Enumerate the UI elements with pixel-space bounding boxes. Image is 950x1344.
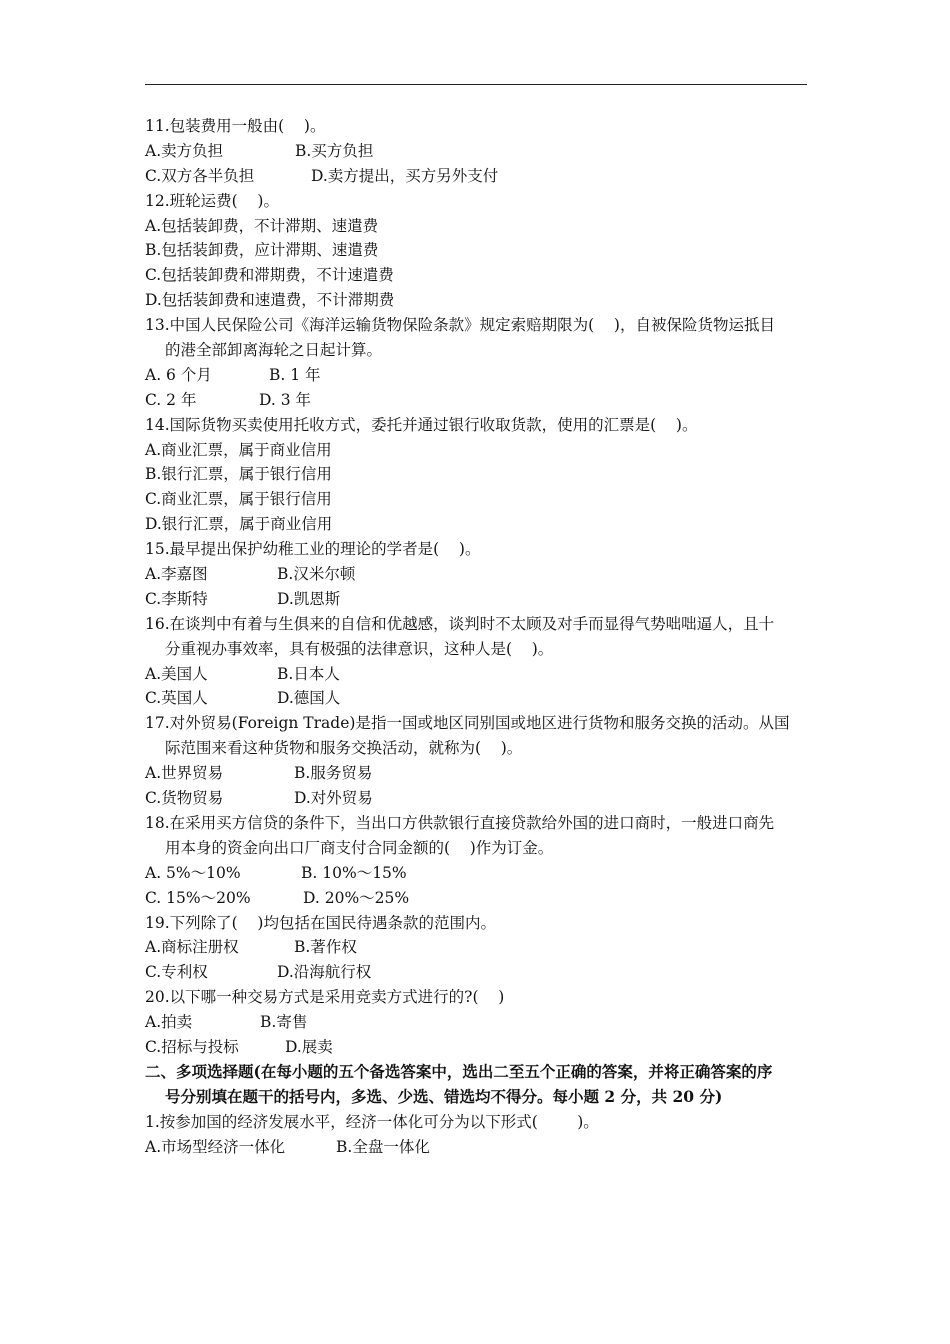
q17-option-d: D.对外贸易 <box>294 789 373 808</box>
m1-options-row-1 <box>145 1135 807 1160</box>
q16-options-row-2 <box>145 686 807 711</box>
m1-option-a: A.市场型经济一体化 <box>145 1137 286 1156</box>
q20-options-row-1 <box>145 1010 807 1035</box>
q16-option-c: C.英国人 <box>145 689 208 708</box>
q11-option-b: B.买方负担 <box>295 141 374 160</box>
q17-option-b: B.服务贸易 <box>294 764 373 783</box>
q18-option-a: A. 5%～10% <box>145 863 241 882</box>
q14-option-a: A.商业汇票，属于商业信用 <box>145 440 332 459</box>
q18-options-row-2 <box>145 886 807 911</box>
q16-options-row-1 <box>145 662 807 687</box>
q18-option-b: B. 10%～15% <box>301 863 407 882</box>
q19-option-b: B.著作权 <box>294 938 357 957</box>
q19-option-a: A.商标注册权 <box>145 938 239 957</box>
q16-stem-line-1: 16.在谈判中有着与生俱来的自信和优越感，谈判时不太顾及对手而显得气势咄咄逼人，且十 <box>145 614 775 633</box>
q15-options-row-1 <box>145 562 807 587</box>
section2-heading-line-2: 号分别填在题干的括号内，多选、少选、错选均不得分。每小题 2 分，共 20 分) <box>165 1086 723 1106</box>
q17-stem-line-1: 17.对外贸易(Foreign Trade)是指一国或地区同别国或地区进行货物和服务交换的活动。从国 <box>145 714 790 733</box>
question-list <box>145 114 807 1159</box>
q20-stem: 20.以下哪一种交易方式是采用竞卖方式进行的?( ) <box>145 988 505 1007</box>
q19-stem: 19.下列除了( )均包括在国民待遇条款的范围内。 <box>145 913 496 932</box>
q12-option-d: D.包括装卸费和速遣费，不计滞期费 <box>145 291 395 310</box>
m1-stem: 1.按参加国的经济发展水平，经济一体化可分为以下形式( )。 <box>145 1112 599 1131</box>
q13-option-d: D. 3 年 <box>259 390 312 409</box>
q11-stem: 11.包装费用一般由( )。 <box>145 117 326 135</box>
q15-options-row-2 <box>145 587 807 612</box>
q18-option-c: C. 15%～20% <box>145 888 251 907</box>
q20-option-b: B.寄售 <box>260 1013 308 1032</box>
q11-option-d: D.卖方提出，买方另外支付 <box>311 166 499 185</box>
q11-options-row-2 <box>145 164 807 189</box>
q19-options-row-1 <box>145 935 807 960</box>
m1-option-b: B.全盘一体化 <box>336 1137 430 1156</box>
q12-option-c: C.包括装卸费和滞期费，不计速遣费 <box>145 266 394 285</box>
q18-options-row-1 <box>145 861 807 886</box>
q14-option-b: B.银行汇票，属于银行信用 <box>145 465 332 484</box>
q15-option-a: A.李嘉图 <box>145 565 208 584</box>
q13-options-row-1 <box>145 363 807 388</box>
q17-options-row-1 <box>145 761 807 786</box>
q17-options-row-2 <box>145 786 807 811</box>
q13-options-row-2 <box>145 388 807 413</box>
q17-option-c: C.货物贸易 <box>145 789 224 808</box>
header-rule <box>145 84 807 85</box>
q15-option-d: D.凯恩斯 <box>277 589 341 608</box>
q13-option-c: C. 2 年 <box>145 390 197 409</box>
q20-options-row-2 <box>145 1035 807 1060</box>
q18-stem-line-2: 用本身的资金向出口厂商支付合同金额的( )作为订金。 <box>165 838 554 857</box>
q12-option-b: B.包括装卸费，应计滞期、速遣费 <box>145 241 379 260</box>
q16-stem-line-2: 分重视办事效率，具有极强的法律意识，这种人是( )。 <box>165 639 554 658</box>
q12-stem: 12.班轮运费( )。 <box>145 191 279 210</box>
q14-option-d: D.银行汇票，属于商业信用 <box>145 515 333 534</box>
q17-option-a: A.世界贸易 <box>145 764 224 783</box>
q11-options-row-1 <box>145 139 807 164</box>
q13-option-b: B. 1 年 <box>269 365 321 384</box>
q19-option-d: D.沿海航行权 <box>277 963 372 982</box>
q17-stem-line-2: 际范围来看这种货物和服务交换活动，就称为( )。 <box>165 739 523 758</box>
q15-option-c: C.李斯特 <box>145 589 208 608</box>
q14-stem: 14.国际货物买卖使用托收方式，委托并通过银行收取货款，使用的汇票是( )。 <box>145 415 698 434</box>
q19-option-c: C.专利权 <box>145 963 208 982</box>
q19-options-row-2 <box>145 960 807 985</box>
q13-option-a: A. 6 个月 <box>145 365 212 384</box>
q16-option-a: A.美国人 <box>145 664 208 683</box>
section2-heading-line-1: 二、多项选择题(在每小题的五个备选答案中，选出二至五个正确的答案，并将正确答案的序 <box>145 1061 773 1081</box>
q11-option-c: C.双方各半负担 <box>145 166 255 185</box>
q20-option-a: A.拍卖 <box>145 1013 193 1032</box>
q16-option-d: D.德国人 <box>277 689 341 708</box>
q20-option-c: C.招标与投标 <box>145 1037 239 1056</box>
q11-option-a: A.卖方负担 <box>145 141 224 160</box>
q13-stem-line-2: 的港全部卸离海轮之日起计算。 <box>165 341 383 360</box>
q18-stem-line-1: 18.在采用买方信贷的条件下，当出口方供款银行直接贷款给外国的进口商时，一般进口商先 <box>145 813 775 832</box>
q12-option-a: A.包括装卸费，不计滞期、速遣费 <box>145 216 379 235</box>
q15-option-b: B.汉米尔顿 <box>277 565 356 584</box>
q13-stem-line-1: 13.中国人民保险公司《海洋运输货物保险条款》规定索赔期限为( )，自被保险货物运抵目 <box>145 316 775 335</box>
q20-option-d: D.展卖 <box>285 1037 333 1056</box>
q16-option-b: B.日本人 <box>277 664 340 683</box>
q14-option-c: C.商业汇票，属于银行信用 <box>145 490 332 509</box>
q15-stem: 15.最早提出保护幼稚工业的理论的学者是( )。 <box>145 540 481 559</box>
q18-option-d: D. 20%～25% <box>303 888 410 907</box>
